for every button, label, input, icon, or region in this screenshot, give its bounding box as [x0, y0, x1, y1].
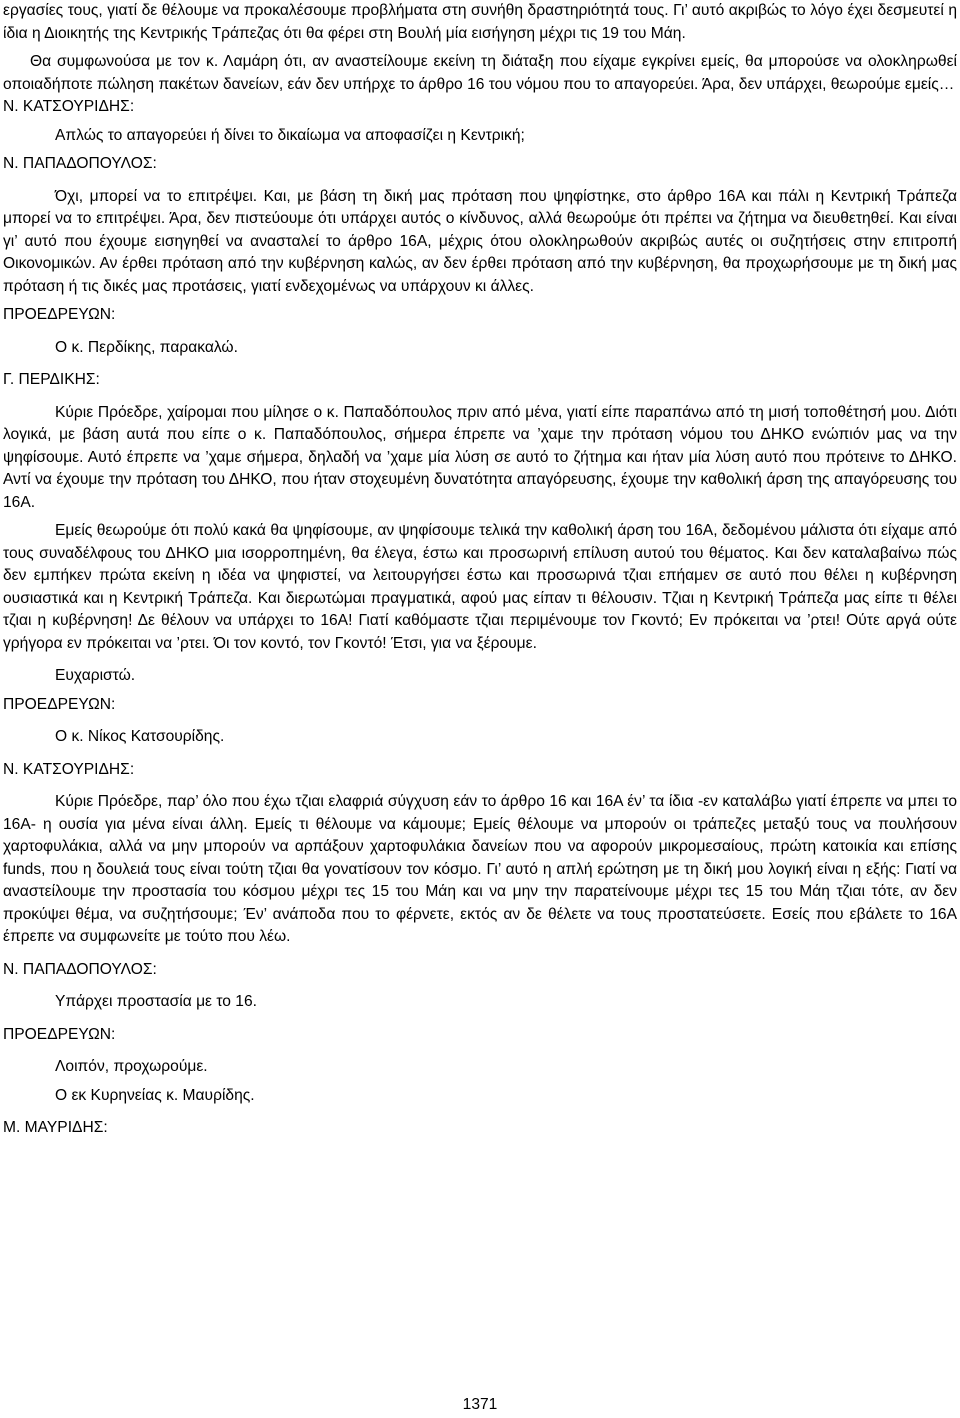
speech-text: Κύριε Πρόεδρε, παρ’ όλο που έχω τζιαι ελαφριά σύγχυση εάν το άρθρο 16 και 16Α έν’ τα ίδια -εν καταλάβω γιατί έπρεπε να μπει το 16Α- η ουσία για μένα είναι άλλη. Εμείς τι θέλουμε να κάμουμε; Εμείς θέλουμε να μπορούν οι τράπεζες μεταξύ τους να πουλήσουν χαρτοφυλάκια, αλλά να μην μπορούν να αρπάξουν χαρτοφυλάκια δανείων που να αφορούν μικρομεσαίους, πρώτη κατοικία και επίσης funds, που η δουλειά τους είναι τούτη τζιαι θα γονατίσουν τον κόσμο. Γι’ αυτό η απλή ερώτηση με τη δική μου λογική είναι η εξής: Γιατί να αναστείλουμε την προστασία του κόσμου μέχρι τες 15 του Μάη και να μην την παρατείνουμε μέχρι τες 15 του Μάη τζιαι τότε, αν δεν προκύψει θέμα, να συζητήσουμε; Έν’ ανάποδα που το φέρνετε, εκτός αν δε θέλετε να τους προστατεύσετε. Εσείς που εβάλετε το 16Α έπρεπε να συμφωνείτε με τούτο που λέω. [3, 793, 957, 945]
speech-text: Ο εκ Κυρηνείας κ. Μαυρίδης. [55, 1086, 255, 1104]
speech-text: Απλώς το απαγορεύει ή δίνει το δικαίωμα να αποφασίζει η Κεντρική; [55, 126, 525, 144]
speech-text: Κύριε Πρόεδρε, χαίρομαι που μίλησε ο κ. Παπαδόπουλος πριν από μένα, γιατί είπε παραπάνω από τη μισή τοποθέτησή μου. Διότι λογικά, με βάση αυτά που είπε ο κ. Παπαδόπουλος, σήμερα έπρεπε να ’χαμε την πρόταση νόμου του ΔΗΚΟ ενώπιόν μας να την ψηφίσουμε. Αυτό έπρεπε να ’χαμε σήμερα, δηλαδή να ’χαμε μία λύση σε αυτό το ζήτημα και ήταν μία λύση αυτό που πρότεινε το ΔΗΚΟ. Αντί να έχουμε την πρόταση του ΔΗΚΟ, που ήταν στοχευμένη δυνατότητα απαγόρευσης, έχουμε την καθολική άρση της απαγόρευσης του 16Α. [3, 403, 957, 511]
speaker-label: Ν. ΚΑΤΣΟΥΡΙΔΗΣ: [3, 98, 135, 115]
speaker-label: ΠΡΟΕΔΡΕΥΩΝ: [3, 306, 116, 323]
speaker-label: Γ. ΠΕΡΔΙΚΗΣ: [3, 371, 100, 388]
speaker-label: Μ. ΜΑΥΡΙΔΗΣ: [3, 1119, 108, 1136]
page-number: 1371 [462, 1396, 498, 1413]
speech-text: Ο κ. Νίκος Κατσουρίδης. [55, 728, 225, 745]
speech-text: Εμείς θεωρούμε ότι πολύ κακά θα ψηφίσουμε, αν ψηφίσουμε τελικά την καθολική άρση του 16Α, δεδομένου μάλιστα ότι είχαμε από τους συναδέλφους του ΔΗΚΟ μια ισορροπημένη, θα έλεγα, έστω και προσωρινή επίλυση αυτού του θέματος. Και δεν καταλαβαίνω πώς δεν εμπήκεν πρώτα εκείνη η ιδέα να ψηφιστεί, να λειτουργήσει έστω και προσωρινά τζιαι επήαμεν σε αυτό που θέλει η κυβέρνηση ουσιαστικά και η Κεντρική Τράπεζα. Και διερωτώμαι πραγματικά, αφού μας είπαν τι θέλουσιν. Τζιαι η Κεντρική Τράπεζα μας είπε τι θέλει τζιαι η κυβέρνηση! Δε θέλουν να υπάρχει το 16Α! Γιατί καθόμαστε τζιαι περιμένουμε τον Γκοντό; Εν πρόκειται να ’ρτει! Ούτε αργά ούτε γρήγορα εν πρόκειται να ’ρτει. Όι τον κοντό, τον Γκοντό! Έτσι, για να ξέρουμε. [3, 522, 957, 652]
speech-text: Υπάρχει προστασία με το 16. [55, 993, 257, 1010]
speaker-label: Ν. ΠΑΠΑΔΟΠΟΥΛΟΣ: [3, 960, 157, 978]
speaker-label: Ν. ΚΑΤΣΟΥΡΙΔΗΣ: [3, 760, 135, 778]
speech-text: Ο κ. Περδίκης, παρακαλώ. [55, 338, 238, 356]
paragraph: Θα συμφωνούσα με τον κ. Λαμάρη ότι, αν αναστείλουμε εκείνη τη διάταξη που είχαμε εγκρίνει εμείς, θα μπορούσε να ολοκληρωθεί οποιαδήποτε πώληση πακέτων δανείων, εάν δεν υπήρχε το άρθρο 16 του νόμου που το απαγορεύει. Άρα, δεν υπάρχει, θεωρούμε εμείς… [3, 53, 957, 93]
speech-text: Όχι, μπορεί να το επιτρέψει. Και, με βάση τη δική μας πρόταση που ψηφίστηκε, στο άρθρο 16Α και πάλι η Κεντρική Τράπεζα μπορεί να το επιτρέψει. Άρα, δεν πιστεύουμε ότι υπάρχει αυτός ο κίνδυνος, αλλά θεωρούμε ότι πρέπει να ζήτημα να διευθετηθεί. Και είναι γι’ αυτό που έχουμε εισηγηθεί να ανασταλεί το άρθρο 16Α, μέχρις ότου ολοκληρωθούν ακριβώς αυτές οι συζητήσεις στην επιτροπή Οικονομικών. Αν έρθει πρόταση από την κυβέρνηση καλώς, αν δεν έρθει πρόταση από την κυβέρνηση, θα προχωρήσουμε με τη δική μας πρόταση ή τις δικές μας προτάσεις, γιατί ενδεχομένως να υπάρχουν κι άλλες. [3, 187, 957, 295]
speaker-label: Ν. ΠΑΠΑΔΟΠΟΥΛΟΣ: [3, 155, 157, 172]
speaker-label: ΠΡΟΕΔΡΕΥΩΝ: [3, 695, 116, 713]
speaker-label: ΠΡΟΕΔΡΕΥΩΝ: [3, 1025, 116, 1043]
speech-text: Λοιπόν, προχωρούμε. [55, 1058, 208, 1075]
speech-text: Ευχαριστώ. [55, 667, 136, 684]
paragraph-continuation: εργασίες τους, γιατί δε θέλουμε να προκαλέσουμε προβλήματα στη συνήθη δραστηριότητά τους. Γι’ αυτό ακριβώς το λόγο έχει δεσμευτεί η ίδια η Διοικητής της Κεντρικής Τράπεζας ότι θα φέρει στη Βουλή μία εισήγηση μέχρι τις 19 του Μάη. [3, 2, 957, 42]
transcript-page [3, 0, 957, 1418]
